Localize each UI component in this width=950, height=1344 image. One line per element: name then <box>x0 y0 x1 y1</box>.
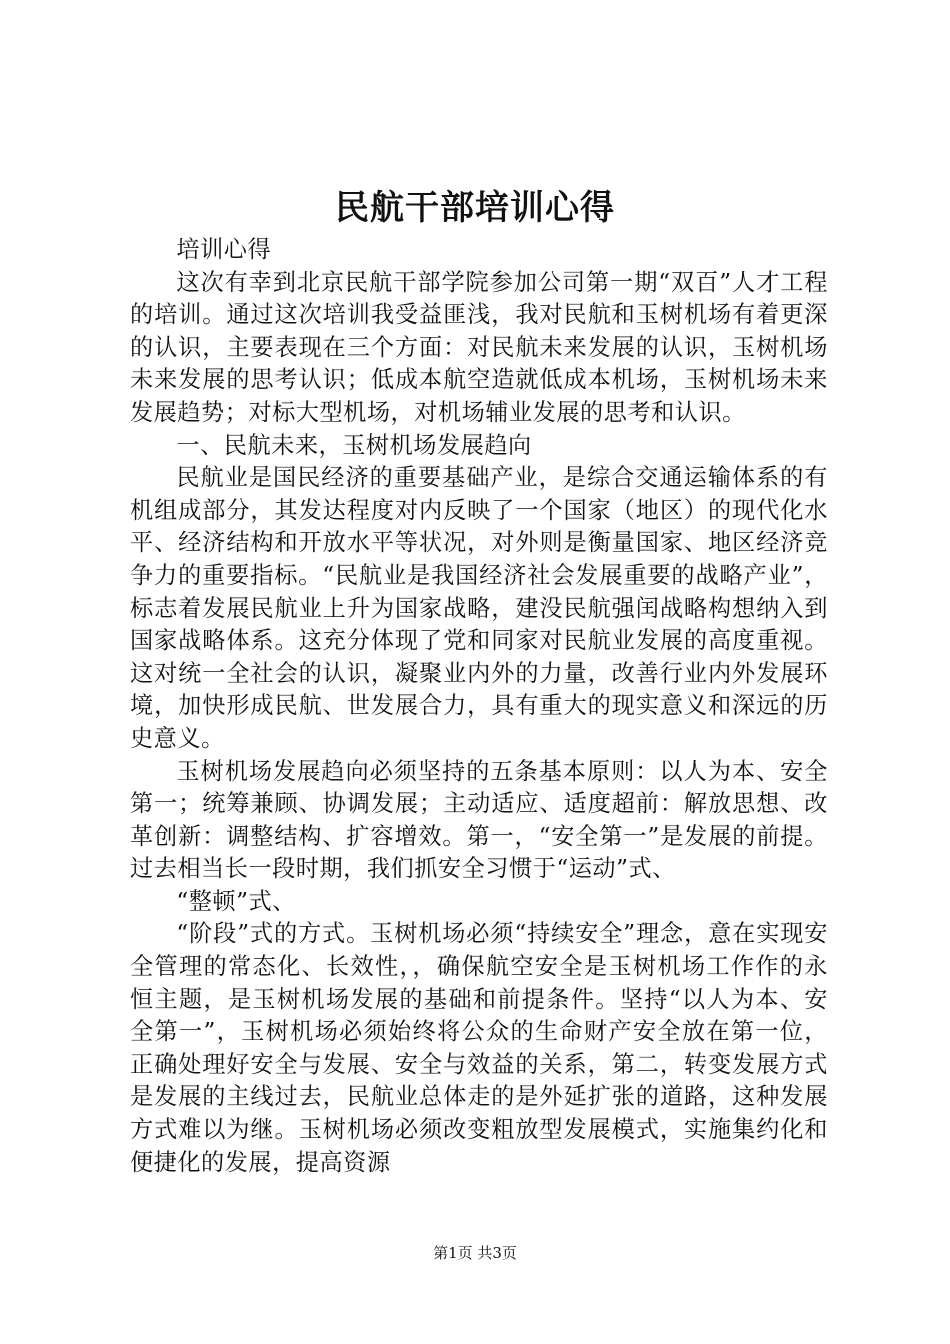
paragraph-heading-training: 培训心得 <box>176 236 272 263</box>
paragraph-intro: 这次有幸到北京民航干部学院参加公司第一期“双百”人才工程的培训。通过这次培训我受益匪浅，我对民航和玉树机场有着更深的认识，主要表现在三个方面：对民航未来发展的认识，玉树机场未来发展的思考认识；低成本航空造就低成本机场，玉树机场未来发展趋势；对标大型机场，对机场辅业发展的思考和认识。 <box>130 268 828 426</box>
paragraph-rectification: “整顿”式、 <box>176 887 296 915</box>
paragraph-civil-aviation: 民航业是国民经济的重要基础产业，是综合交通运输体系的有机组成部分，其发达程度对内反映了一个国家（地区）的现代化水平、经济结构和开放水平等状况，对外则是衡量国家、地区经济竞争力的重要指标。“民航业是我国经济社会发展重要的战略产业”，标志着发展民航业上升为国家战略，建没民航强闰战略构想纳入到国家战略体系。这充分体现了党和同家对民航业发展的高度重视。这对统一全社会的认识，凝聚业内外的力量，改善行业内外发展环境，加快形成民航、世发展合力，具有重大的现实意义和深远的历史意义。 <box>130 464 828 752</box>
paragraph-principles: 玉树机场发展趋向必须坚持的五条基本原则：以人为本、安全第一；统筹兼顾、协调发展；主动适应、适度超前：解放思想、改革创新：调整结构、扩容增效。第一，“安全第一”是发展的前提。过去相当长一段时期，我们抓安全习惯于“运动”式、 <box>130 757 828 883</box>
paragraph-safety: “阶段”式的方式。玉树机场必须“持续安全”理念，意在实现安全管理的常态化、长效性，，确保航空安全是玉树机场工作作的永恒主题，是玉树机场发展的基础和前提条件。坚持“以人为本、安全第一”，玉树机场必须始终将公众的生命财产安全放在第一位，正确处理好安全与发展、安全与效益的关系，第二，转变发展方式是发展的主线过去，民航业总体走的是外延扩张的道路，这种发展方式难以为继。玉树机场必须改变粗放型发展模式，实施集约化和便捷化的发展，提高资源 <box>130 920 828 1176</box>
page-footer: 第1页 共3页 <box>433 1244 517 1262</box>
document-body <box>130 234 828 1179</box>
section-heading-1: 一、民航未来，玉树机场发展趋向 <box>176 431 532 459</box>
document-title: 民航干部培训心得 <box>335 188 615 228</box>
